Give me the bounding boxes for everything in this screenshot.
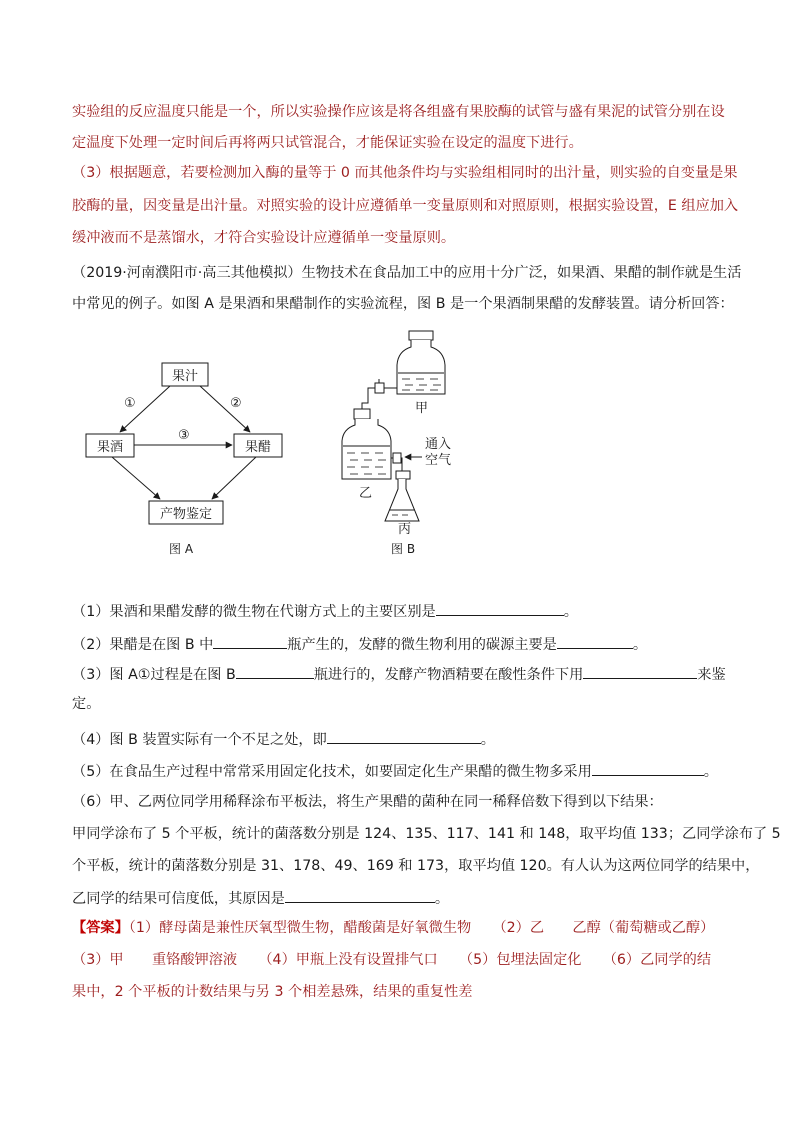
step-1-label: ① xyxy=(124,396,136,411)
question-1: （1）果酒和果醋发酵的微生物在代谢方式上的主要区别是 。 xyxy=(72,600,578,622)
valve-yi xyxy=(393,453,401,463)
blank-2a xyxy=(213,633,287,649)
node-juice: 果汁 xyxy=(171,369,199,384)
figure-a xyxy=(86,363,282,556)
question-6-line-1: （6）甲、乙两位同学用稀释涂布平板法，将生产果醋的菌种在同一稀释倍数下得到以下结果： xyxy=(72,794,663,810)
question-5: （5）在食品生产过程中常常采用固定化技术，如要固定化生产果醋的微生物多采用 。 xyxy=(72,760,718,782)
figure-b-caption: 图 B xyxy=(391,542,416,556)
node-wine: 果酒 xyxy=(96,440,124,455)
arrow-wine-identify xyxy=(112,457,160,499)
answer-tag: 【答案】 xyxy=(72,920,129,936)
bottle-yi-cap xyxy=(354,409,370,419)
blank-4 xyxy=(327,728,481,744)
question-6-line-3: 个平板，统计的菌落数分别是 31、178、49、169 和 173，取平均值 120。有人认为这两位同学的结果中， xyxy=(72,858,760,874)
question-3-cont: 定。 xyxy=(72,696,101,712)
step-2-label: ② xyxy=(230,396,242,411)
question-2: （2）果醋是在图 B 中 瓶产生的，发酵的微生物利用的碳源主要是 。 xyxy=(72,633,647,655)
arrow-juice-vinegar xyxy=(200,386,250,432)
figure-b xyxy=(342,331,445,521)
answer-line-2: （3）甲 重铬酸钾溶液 （4）甲瓶上没有设置排气口 （5）包埋法固定化 （6）乙同学的结 xyxy=(72,952,712,968)
bottle-yi xyxy=(342,419,391,479)
question-4: （4）图 B 装置实际有一个不足之处，即 。 xyxy=(72,728,495,750)
blank-3b xyxy=(583,663,697,679)
label-air-1: 通入 xyxy=(425,437,452,452)
answer-line-3: 果中，2 个平板的计数结果与另 3 个相差悬殊，结果的重复性差 xyxy=(72,984,473,1000)
blank-1 xyxy=(436,600,564,616)
flask-bing-stopper xyxy=(396,471,410,479)
solution-line-4: 胶酶的量，因变量是出汁量。对照实验的设计应遵循单一变量原则和对照原则，根据实验设置，E 组应加入 xyxy=(72,198,739,214)
label-jia: 甲 xyxy=(415,401,429,416)
solution-line-3: （3）根据题意，若要检测加入酶的量等于 0 而其他条件均与实验组相同时的出汁量，则实验的自变量是果 xyxy=(72,165,738,181)
question-intro-1: （2019·河南濮阳市·高三其他模拟）生物技术在食品加工中的应用十分广泛，如果酒、果醋的制作就是生活 xyxy=(72,265,742,281)
arrow-vinegar-identify xyxy=(212,457,256,499)
question-6-line-4: 乙同学的结果可信度低，其原因是 。 xyxy=(72,887,449,909)
question-3: （3）图 A①过程是在图 B 瓶进行的，发酵产物酒精要在酸性条件下用 来鉴 xyxy=(72,663,726,685)
blank-6 xyxy=(285,887,435,903)
valve-jia xyxy=(375,383,384,393)
solution-line-1: 实验组的反应温度只能是一个，所以实验操作应该是将各组盛有果胶酶的试管与盛有果泥的试管分别在设 xyxy=(72,104,725,120)
bottle-jia-cap xyxy=(409,331,433,340)
node-vinegar: 果醋 xyxy=(244,440,272,455)
bottle-jia xyxy=(397,340,445,394)
blank-3a xyxy=(236,663,314,679)
solution-line-5: 缓冲液而不是蒸馏水，才符合实验设计应遵循单一变量原则。 xyxy=(72,230,456,246)
figures xyxy=(0,325,794,565)
blank-5 xyxy=(592,760,704,776)
answer-line-1: 【答案】（1）酵母菌是兼性厌氧型微生物，醋酸菌是好氧微生物 （2）乙 乙醇（葡萄糖或乙醇） xyxy=(72,920,715,936)
solution-line-2: 定温度下处理一定时间后再将两只试管混合，才能保证实验在设定的温度下进行。 xyxy=(72,135,583,151)
step-3-label: ③ xyxy=(178,428,190,443)
label-yi: 乙 xyxy=(359,486,373,501)
label-air-2: 空气 xyxy=(425,453,452,468)
question-intro-2: 中常见的例子。如图 A 是果酒和果醋制作的实验流程，图 B 是一个果酒制果醋的发酵装置。请分析回答： xyxy=(72,296,734,312)
question-6-line-2: 甲同学涂布了 5 个平板，统计的菌落数分别是 124、135、117、141 和 148，取平均值 133；乙同学涂布了 5 xyxy=(72,826,781,842)
node-identify: 产物鉴定 xyxy=(159,507,213,522)
label-bing: 丙 xyxy=(398,522,412,537)
blank-2b xyxy=(557,633,633,649)
figure-a-caption: 图 A xyxy=(169,542,194,556)
